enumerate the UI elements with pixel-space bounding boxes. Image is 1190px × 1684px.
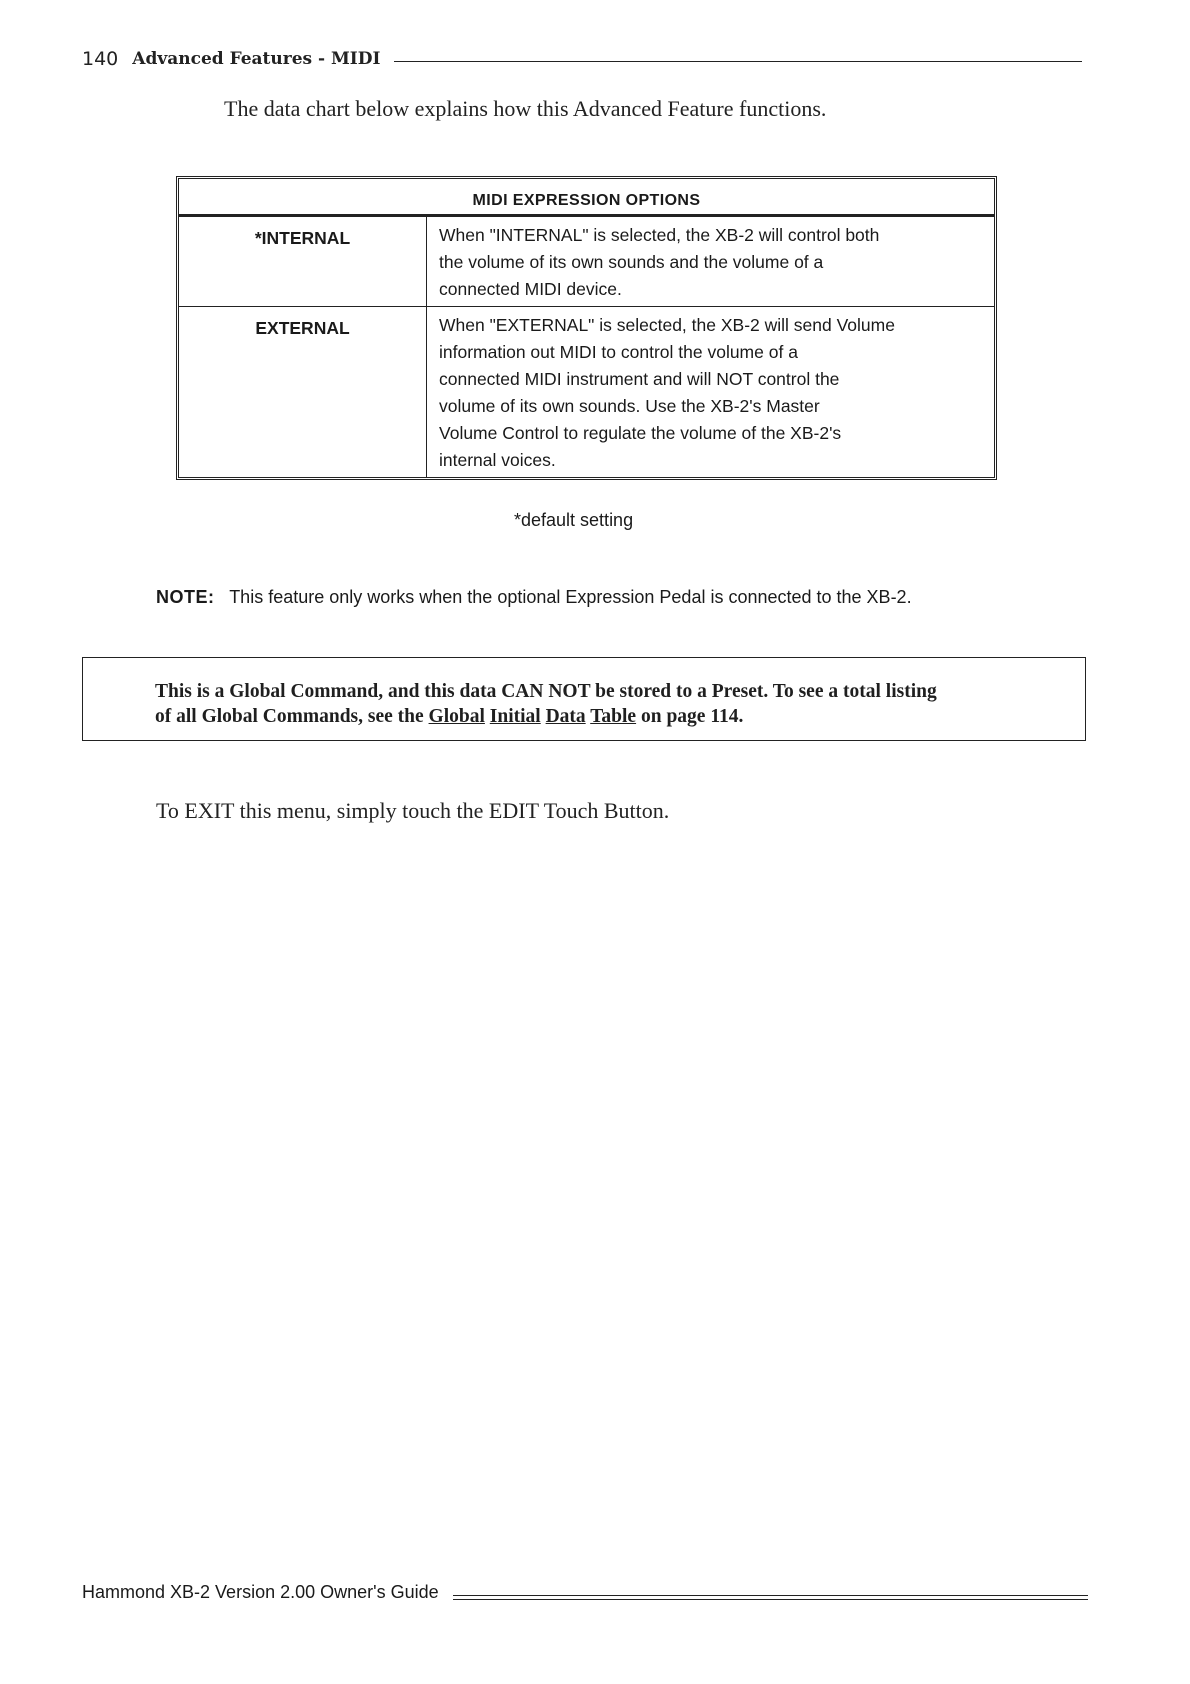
note-label: NOTE: xyxy=(156,587,215,607)
description-line: volume of its own sounds. Use the XB-2's Master xyxy=(439,396,820,416)
global-command-box xyxy=(82,657,1086,741)
option-external: EXTERNAL xyxy=(179,307,427,477)
description-line: the volume of its own sounds and the volume of a xyxy=(439,252,824,272)
table-row xyxy=(179,217,994,306)
note-text: This feature only works when the optional Expression Pedal is connected to the XB-2. xyxy=(229,587,912,607)
option-internal: *INTERNAL xyxy=(179,217,427,306)
description-line: When "EXTERNAL" is selected, the XB-2 will send Volume xyxy=(439,315,895,335)
option-internal-description xyxy=(427,217,994,306)
footer-text: Hammond XB-2 Version 2.00 Owner's Guide xyxy=(82,1582,439,1602)
description-line: internal voices. xyxy=(439,450,556,470)
midi-expression-options-table xyxy=(176,176,997,480)
default-setting-note: *default setting xyxy=(514,510,634,530)
description-line: information out MIDI to control the volume of a xyxy=(439,342,798,362)
global-box-line2: of all Global Commands, see the Global Initial Data Table on page 114. xyxy=(155,706,744,727)
intro-text: The data chart below explains how this Advanced Feature functions. xyxy=(224,96,827,121)
table-row xyxy=(179,306,994,477)
section-title: Advanced Features - MIDI xyxy=(132,49,381,69)
description-line: When "INTERNAL" is selected, the XB-2 will control both xyxy=(439,225,880,245)
page-header xyxy=(82,44,1082,74)
link-initial[interactable]: Initial xyxy=(489,706,541,727)
page-number: 140 xyxy=(82,48,119,70)
exit-instruction: To EXIT this menu, simply touch the EDIT Touch Button. xyxy=(156,798,670,823)
link-global[interactable]: Global xyxy=(428,706,485,727)
note xyxy=(156,587,912,608)
global-box-line1: This is a Global Command, and this data CAN NOT be stored to a Preset. To see a total listing xyxy=(155,681,937,702)
page-footer xyxy=(82,1582,1088,1603)
description-line: Volume Control to regulate the volume of the XB-2's xyxy=(439,423,842,443)
option-external-description xyxy=(427,307,994,477)
link-data[interactable]: Data xyxy=(545,706,586,727)
link-table[interactable]: Table xyxy=(590,706,637,727)
header-rule xyxy=(394,61,1082,62)
table-title: MIDI EXPRESSION OPTIONS xyxy=(179,179,994,217)
description-line: connected MIDI device. xyxy=(439,279,622,299)
description-line: connected MIDI instrument and will NOT control the xyxy=(439,369,840,389)
footer-rule xyxy=(453,1595,1088,1600)
